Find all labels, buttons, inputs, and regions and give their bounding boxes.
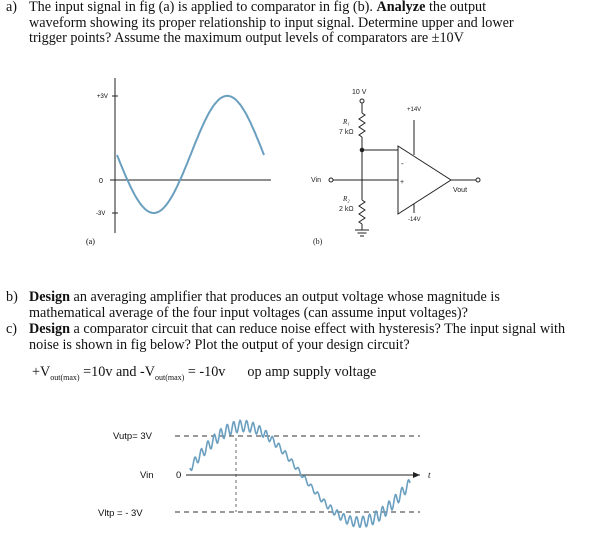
design-keyword-c: Design — [29, 321, 70, 337]
question-a-line-1: The input signal in fig (a) is applied to comparator in fig (b). Analyze the output — [29, 0, 487, 15]
fig-c-zero-label: 0 — [176, 470, 182, 481]
fig-a-sine-wave — [117, 96, 264, 213]
fig-c-vutp-label: Vutp= 3V — [113, 431, 152, 442]
fig-a-caption: (a) — [86, 237, 95, 246]
fig-b-minus-sign: - — [401, 159, 404, 168]
fig-b-plus-sign: + — [400, 179, 405, 186]
fig-b-r2-name: R₂ — [343, 195, 350, 203]
fig-a — [86, 78, 271, 246]
fig-b-vpos: +14V — [407, 107, 422, 113]
question-c-line-1: Design a comparator circuit that can reduce noise effect with hysteresis? The input signal with — [29, 321, 566, 337]
question-b-line-1: Design an averaging amplifier that produces an output voltage whose magnitude is — [29, 289, 500, 305]
fig-b-top-supply: 10 V — [352, 89, 367, 96]
fig-a-y-mid-label: 0 — [99, 178, 103, 185]
fig-a-y-bottom-label: -3V — [96, 211, 106, 217]
fig-b — [311, 89, 480, 246]
question-b-text — [29, 290, 500, 321]
question-a-label: a) — [6, 0, 18, 15]
given-conditions: $+V_{out(max)} =10v$ and $-V_{out(max)} = -10v$ op amp supply voltage — [32, 364, 377, 382]
question-b-label: b) — [6, 289, 18, 305]
design-keyword-b: Design — [29, 289, 70, 305]
fig-b-r1 — [359, 113, 365, 137]
fig-b-vneg: -14V — [408, 217, 421, 223]
fig-b-supply-terminal — [360, 99, 364, 103]
question-c-text — [29, 322, 565, 353]
fig-b-r2 — [359, 200, 365, 224]
fig-b-vin-label: Vin — [311, 177, 321, 184]
fig-c-t-label: t — [428, 470, 431, 480]
fig-a-y-top-label: +3V — [97, 94, 108, 100]
fig-b-vout-label: Vout — [453, 187, 468, 194]
question-c-label: c) — [6, 321, 18, 337]
question-a-line-3: trigger points? Assume the maximum output levels of comparators are ±10V — [29, 30, 464, 46]
question-a-line-2: waveform showing its proper relationship to input signal. Determine upper and lower — [29, 14, 514, 31]
supply-text: op amp supply voltage — [247, 364, 377, 380]
fig-c-time-arrow — [413, 472, 420, 478]
fig-b-opamp — [398, 146, 451, 214]
fig-b-vout-terminal — [476, 178, 480, 182]
fig-b-r1-value: 7 kΩ — [339, 129, 354, 136]
fig-c-vltp-label: Vltp = - 3V — [98, 508, 143, 519]
fig-b-r2-value: 2 kΩ — [339, 206, 354, 213]
fig-b-vin-terminal — [329, 178, 333, 182]
question-b-line-2: mathematical average of the four input voltages (can assume input voltages)? — [29, 304, 468, 321]
analyze-keyword: Analyze — [376, 0, 426, 15]
fig-b-caption: (b) — [313, 237, 323, 246]
fig-c-vin-label: Vin — [140, 470, 154, 481]
question-c-line-2: noise is shown in fig below? Plot the output of your design circuit? — [29, 336, 410, 353]
fig-b-r1-name: R₁ — [343, 118, 350, 126]
fig-c-noisy-wave — [190, 420, 410, 527]
